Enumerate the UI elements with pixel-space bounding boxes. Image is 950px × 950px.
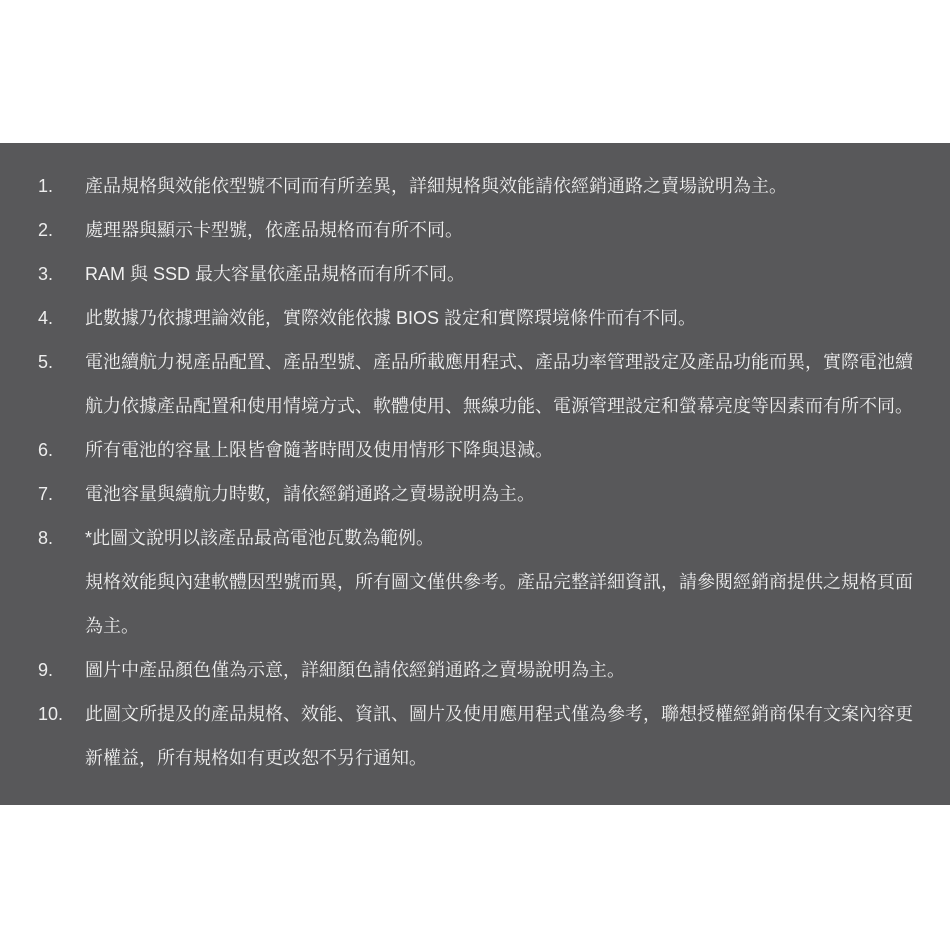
item-text: 此圖文所提及的產品規格、效能、資訊、圖片及使用應用程式僅為參考，聯想授權經銷商保有文案內容更新權益，所有規格如有更改恕不另行通知。 bbox=[85, 704, 913, 768]
list-item-9 bbox=[38, 648, 915, 692]
item-text: 電池容量與續航力時數，請依經銷通路之賣場說明為主。 bbox=[85, 484, 535, 504]
item-text: 所有電池的容量上限皆會隨著時間及使用情形下降與退減。 bbox=[85, 440, 553, 460]
item-number: 7. bbox=[38, 484, 54, 504]
list-item-5 bbox=[38, 340, 915, 428]
list-item-3 bbox=[38, 252, 915, 296]
list-item-2 bbox=[38, 208, 915, 252]
list-item-10 bbox=[38, 692, 915, 780]
item-text-continuation: 規格效能與內建軟體因型號而異，所有圖文僅供參考。產品完整詳細資訊，請參閱經銷商提供之規格頁面為主。 bbox=[85, 572, 913, 636]
item-number: 6. bbox=[38, 440, 54, 460]
item-number: 1. bbox=[38, 176, 54, 196]
list-item-4 bbox=[38, 296, 915, 340]
item-text bbox=[85, 516, 915, 648]
item-text-line: *此圖文說明以該產品最高電池瓦數為範例。 bbox=[85, 528, 435, 548]
item-text: 產品規格與效能依型號不同而有所差異，詳細規格與效能請依經銷通路之賣場說明為主。 bbox=[85, 176, 787, 196]
item-text: 電池續航力視產品配置、產品型號、產品所載應用程式、產品功率管理設定及產品功能而異，實際電池續航力依據產品配置和使用情境方式、軟體使用、無線功能、電源管理設定和螢幕亮度等因素而有所不同。 bbox=[85, 352, 913, 416]
disclaimer-panel bbox=[0, 143, 950, 805]
item-number: 4. bbox=[38, 308, 54, 328]
item-number: 9. bbox=[38, 660, 54, 680]
item-number: 10. bbox=[38, 704, 64, 724]
item-text: 此數據乃依據理論效能，實際效能依據 BIOS 設定和實際環境條件而有不同。 bbox=[85, 308, 697, 328]
item-number: 8. bbox=[38, 528, 54, 548]
item-number: 3. bbox=[38, 264, 54, 284]
list-item-1 bbox=[38, 164, 915, 208]
list-item-7 bbox=[38, 472, 915, 516]
item-text: RAM 與 SSD 最大容量依產品規格而有所不同。 bbox=[85, 264, 466, 284]
list-item-6 bbox=[38, 428, 915, 472]
item-text: 圖片中產品顏色僅為示意，詳細顏色請依經銷通路之賣場說明為主。 bbox=[85, 660, 625, 680]
item-number: 5. bbox=[38, 352, 54, 372]
list-item-8 bbox=[38, 516, 915, 648]
item-text: 處理器與顯示卡型號，依產品規格而有所不同。 bbox=[85, 220, 463, 240]
item-number: 2. bbox=[38, 220, 54, 240]
